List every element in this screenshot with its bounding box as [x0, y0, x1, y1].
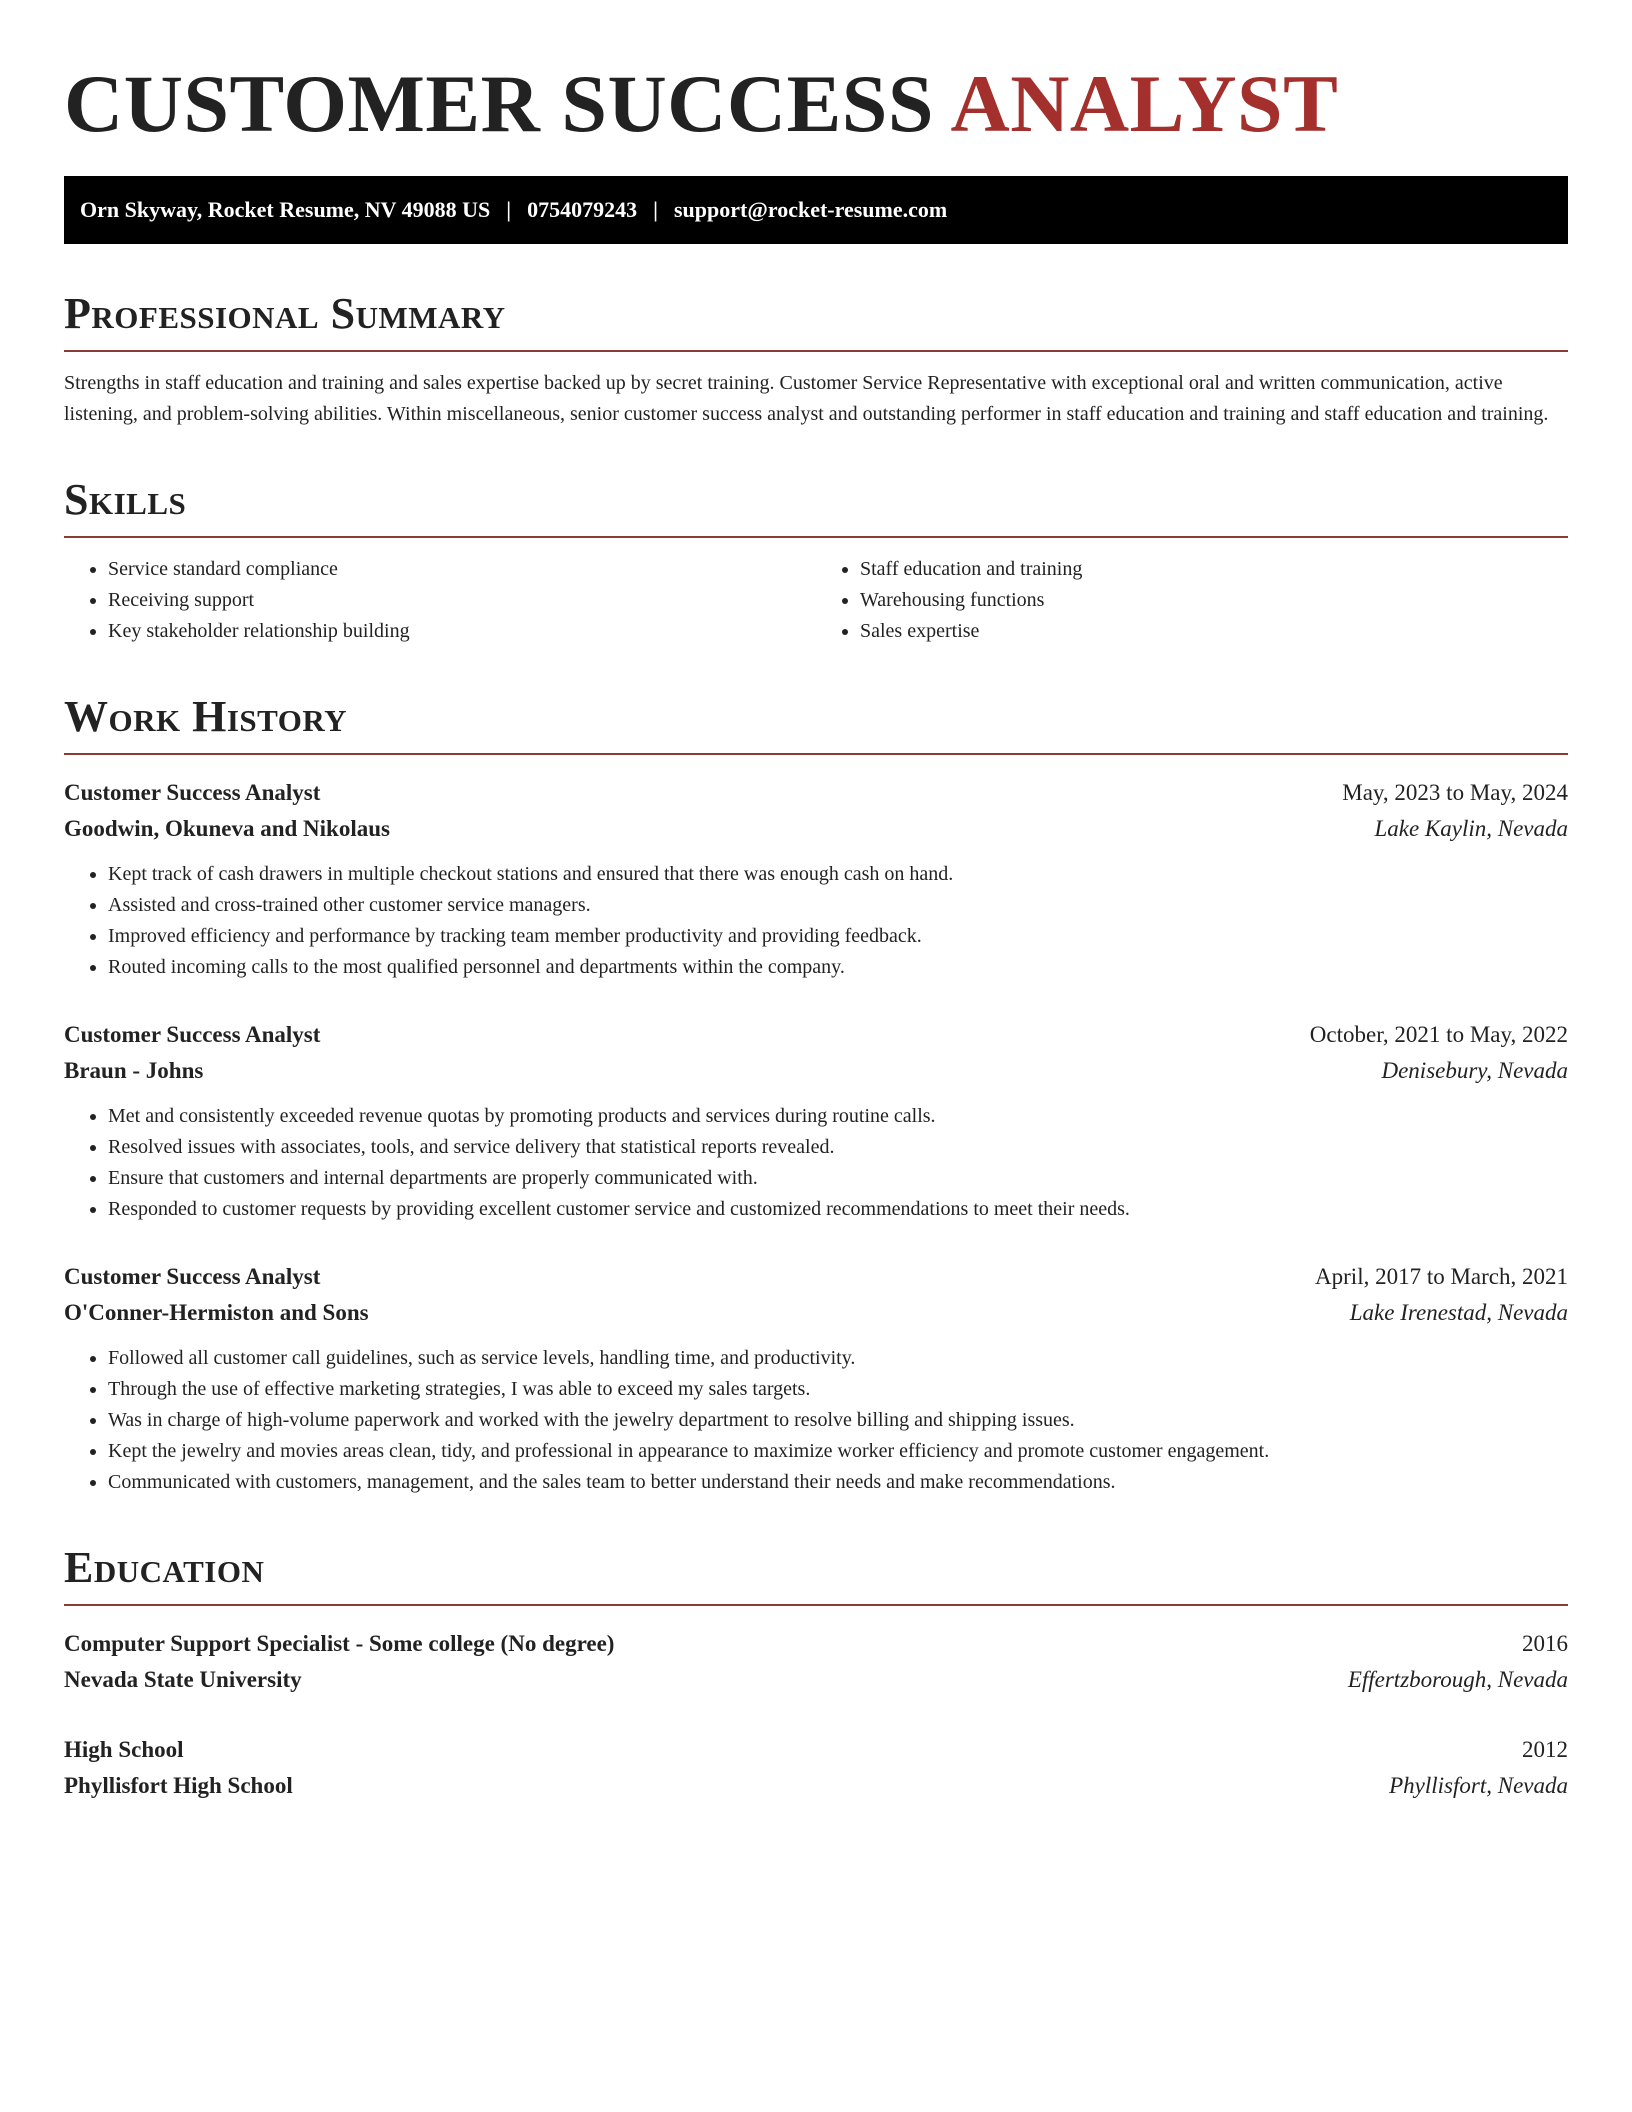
- job-title: Customer Success Analyst: [64, 1264, 321, 1289]
- education-entry: [64, 1732, 1568, 1804]
- education-school-row: [64, 1662, 1568, 1698]
- job-duties-list: [64, 1343, 1568, 1498]
- job-company-row: [64, 1053, 1568, 1089]
- job-location: Denisebury, Nevada: [1381, 1058, 1568, 1083]
- job-company: Braun - Johns: [64, 1058, 204, 1083]
- job-entry: [64, 1259, 1568, 1498]
- job-duty: • Followed all customer call guidelines, such as service levels, handling time, and productivity.: [108, 1343, 1568, 1374]
- resume-title: [64, 56, 1568, 152]
- section-heading-work-history: Work History: [64, 691, 1568, 755]
- job-duties-list: [64, 859, 1568, 983]
- skill-item: • Receiving support: [108, 585, 816, 616]
- job-company: O'Conner-Hermiston and Sons: [64, 1300, 369, 1325]
- contact-address: Orn Skyway, Rocket Resume, NV 49088 US: [80, 197, 491, 222]
- education-entry: [64, 1626, 1568, 1698]
- job-duty: • Through the use of effective marketing strategies, I was able to exceed my sales targets.: [108, 1374, 1568, 1405]
- contact-separator: |: [653, 197, 658, 222]
- job-header-row: [64, 1259, 1568, 1295]
- job-duty: • Responded to customer requests by providing excellent customer service and customized recommendations to meet their needs.: [108, 1194, 1568, 1225]
- skills-list-left: [64, 554, 816, 647]
- education-school: Phyllisfort High School: [64, 1773, 293, 1798]
- job-duty: • Ensure that customers and internal departments are properly communicated with.: [108, 1163, 1568, 1194]
- job-header-row: [64, 1017, 1568, 1053]
- job-duty: • Routed incoming calls to the most qualified personnel and departments within the company.: [108, 952, 1568, 983]
- job-company-row: [64, 811, 1568, 847]
- job-company: Goodwin, Okuneva and Nikolaus: [64, 816, 390, 841]
- job-entry: [64, 1017, 1568, 1225]
- job-company-row: [64, 1295, 1568, 1331]
- skill-item: • Warehousing functions: [860, 585, 1568, 616]
- title-role-prefix: CUSTOMER SUCCESS: [64, 58, 935, 149]
- job-duties-list: [64, 1101, 1568, 1225]
- skill-item: • Service standard compliance: [108, 554, 816, 585]
- title-role-accent: ANALYST: [950, 58, 1339, 149]
- job-dates: May, 2023 to May, 2024: [1342, 780, 1568, 805]
- section-heading-skills: Skills: [64, 474, 1568, 538]
- job-duty: • Kept track of cash drawers in multiple checkout stations and ensured that there was enough cash on hand.: [108, 859, 1568, 890]
- education-location: Phyllisfort, Nevada: [1389, 1773, 1568, 1798]
- education-school: Nevada State University: [64, 1667, 302, 1692]
- education-degree: High School: [64, 1737, 184, 1762]
- job-location: Lake Kaylin, Nevada: [1374, 816, 1568, 841]
- job-location: Lake Irenestad, Nevada: [1349, 1300, 1568, 1325]
- job-entry: [64, 775, 1568, 983]
- job-duty: • Resolved issues with associates, tools, and service delivery that statistical reports revealed.: [108, 1132, 1568, 1163]
- contact-email: support@rocket-resume.com: [674, 197, 948, 222]
- job-duty: • Communicated with customers, management, and the sales team to better understand their needs and make recommendations.: [108, 1467, 1568, 1498]
- skills-grid: [64, 554, 1568, 647]
- skills-list-right: [816, 554, 1568, 647]
- skill-item: • Key stakeholder relationship building: [108, 616, 816, 647]
- contact-phone: 0754079243: [527, 197, 638, 222]
- skill-item: • Sales expertise: [860, 616, 1568, 647]
- job-duty: • Kept the jewelry and movies areas clean, tidy, and professional in appearance to maximize worker efficiency and promote customer engagement.: [108, 1436, 1568, 1467]
- skill-item: • Staff education and training: [860, 554, 1568, 585]
- section-heading-education: Education: [64, 1542, 1568, 1606]
- job-duty: • Met and consistently exceeded revenue quotas by promoting products and services during routine calls.: [108, 1101, 1568, 1132]
- education-year: 2012: [1522, 1737, 1568, 1762]
- job-duty: • Improved efficiency and performance by tracking team member productivity and providing feedback.: [108, 921, 1568, 952]
- education-year: 2016: [1522, 1631, 1568, 1656]
- contact-bar: [64, 176, 1568, 244]
- job-dates: April, 2017 to March, 2021: [1315, 1264, 1568, 1289]
- education-degree-row: [64, 1626, 1568, 1662]
- job-title: Customer Success Analyst: [64, 780, 321, 805]
- job-duty: • Assisted and cross-trained other customer service managers.: [108, 890, 1568, 921]
- education-degree-row: [64, 1732, 1568, 1768]
- job-duty: • Was in charge of high-volume paperwork and worked with the jewelry department to resolve billing and shipping issues.: [108, 1405, 1568, 1436]
- job-header-row: [64, 775, 1568, 811]
- contact-separator: |: [506, 197, 512, 222]
- education-location: Effertzborough, Nevada: [1347, 1667, 1568, 1692]
- job-dates: October, 2021 to May, 2022: [1309, 1022, 1568, 1047]
- education-degree: Computer Support Specialist - Some college (No degree): [64, 1631, 615, 1656]
- job-title: Customer Success Analyst: [64, 1022, 321, 1047]
- summary-text: Strengths in staff education and training and sales expertise backed up by secret training. Customer Service Representative with exceptional oral and written communication, active listening, and problem-solving abilities. Within miscellaneous, senior customer success analyst and outstanding performer in staff education and training and staff education and training.: [64, 372, 1549, 425]
- education-school-row: [64, 1768, 1568, 1804]
- section-heading-summary: Professional Summary: [64, 288, 1568, 352]
